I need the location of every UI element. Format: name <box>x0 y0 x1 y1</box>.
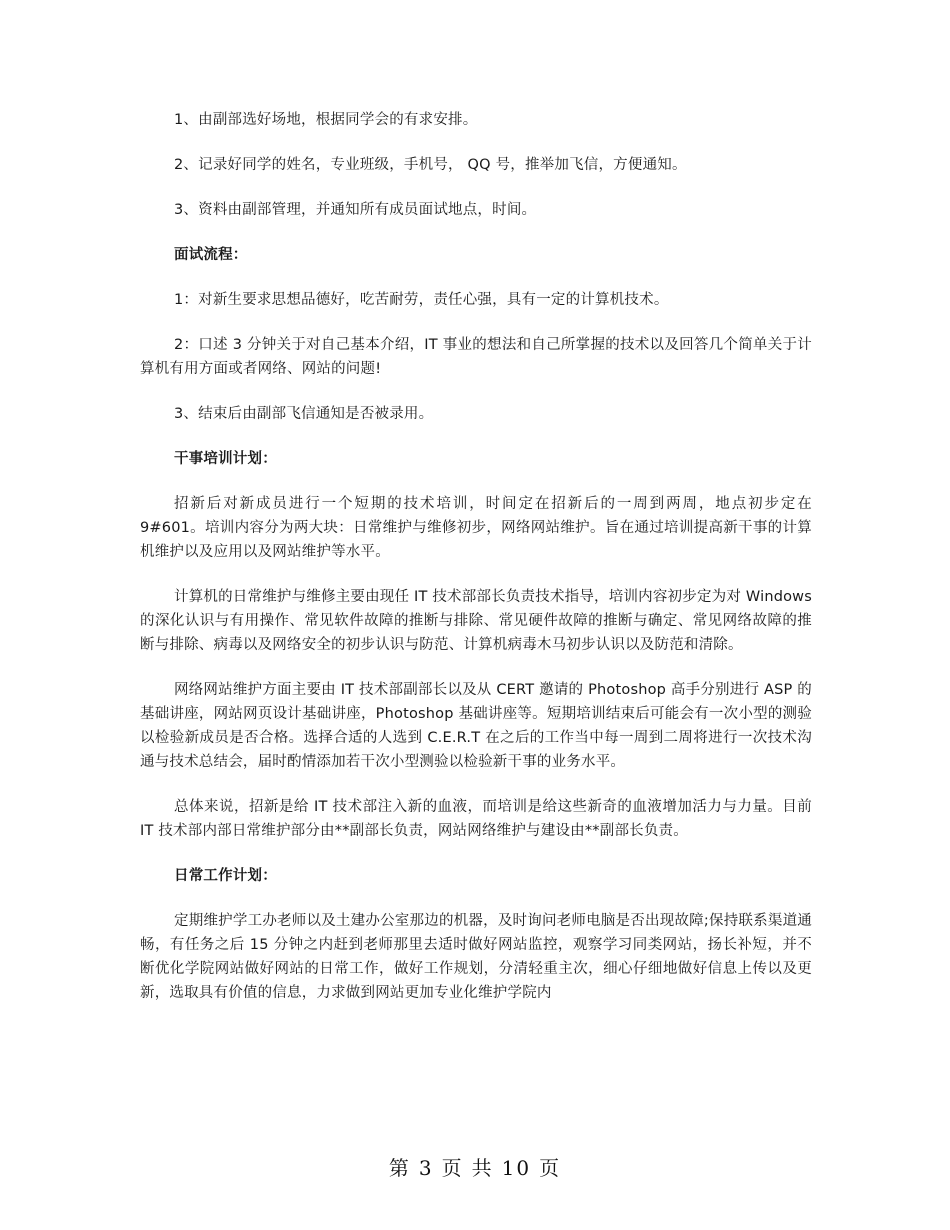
heading-daily-work-plan: 日常工作计划： <box>174 868 277 884</box>
heading-training-plan: 干事培训计划： <box>174 451 277 467</box>
paragraph-11: 定期维护学工办老师以及土建办公室那边的机器，及时询问老师电脑是否出现故障;保持联系渠道通畅，有任务之后 15 分钟之内赶到老师那里去适时做好网站监控，观察学习同类网站，扬长补短，并不断优化学院网站做好网站的日常工作，做好工作规划，分清轻重主次，细心仔细地做好信息上传以及更新，选取具有价值的信息，力求做到网站更加专业化维护学院内 <box>140 913 812 1001</box>
footer-ye2: 页 <box>539 1156 562 1180</box>
paragraph-4: 1：对新生要求思想品德好，吃苦耐劳，责任心强，具有一定的计算机技术。 <box>174 292 669 308</box>
footer-page-total: 10 <box>501 1156 532 1180</box>
paragraph-10: 总体来说，招新是给 IT 技术部注入新的血液，而培训是给这些新奇的血液增加活力与力量。目前 IT 技术部内部日常维护部分由**副部长负责，网站网络维护与建设由**副部长负责。 <box>140 799 812 839</box>
paragraph-2: 2、记录好同学的姓名，专业班级，手机号， QQ 号，推举加飞信，方便通知。 <box>174 157 687 173</box>
footer-ye1: 页 <box>441 1156 464 1180</box>
paragraph-6: 3、结束后由副部飞信通知是否被录用。 <box>174 406 434 422</box>
paragraph-9: 网络网站维护方面主要由 IT 技术部副部长以及从 CERT 邀请的 Photoshop 高手分别进行 ASP 的基础讲座，网站网页设计基础讲座，Photoshop 基础讲座等。短期培训结束后可能会有一次小型的测验以检验新成员是否合格。选择合适的人选到 C.E.R.T 在之后的工作当中每一周到二周将进行一次技术沟通与技术总结会，届时酌情添加若干次小型测验以检验新干事的业务水平。 <box>140 682 812 770</box>
footer-gong: 共 <box>471 1156 494 1180</box>
paragraph-8: 计算机的日常维护与维修主要由现任 IT 技术部部长负责技术指导，培训内容初步定为对 Windows 的深化认识与有用操作、常见软件故障的推断与排除、常见硬件故障的推断与确定、常见网络故障的推断与排除、病毒以及网络安全的初步认识与防范、计算机病毒木马初步认识以及防范和清除。 <box>140 589 812 653</box>
page-number-footer <box>0 1152 950 1181</box>
footer-page-current: 3 <box>418 1156 434 1180</box>
paragraph-3: 3、资料由副部管理，并通知所有成员面试地点，时间。 <box>174 202 537 218</box>
paragraph-5: 2：口述 3 分钟关于对自己基本介绍，IT 事业的想法和自己所掌握的技术以及回答几个简单关于计算机有用方面或者网络、网站的问题! <box>140 337 812 377</box>
footer-di: 第 <box>388 1156 411 1180</box>
paragraph-1: 1、由副部选好场地，根据同学会的有求安排。 <box>174 112 478 128</box>
document-body <box>140 108 812 1026</box>
heading-interview-process: 面试流程： <box>174 247 248 263</box>
paragraph-7: 招新后对新成员进行一个短期的技术培训，时间定在招新后的一周到两周，地点初步定在 9#601。培训内容分为两大块：日常维护与维修初步，网络网站维护。旨在通过培训提高新干事的计算机维护以及应用以及网站维护等水平。 <box>140 496 812 560</box>
